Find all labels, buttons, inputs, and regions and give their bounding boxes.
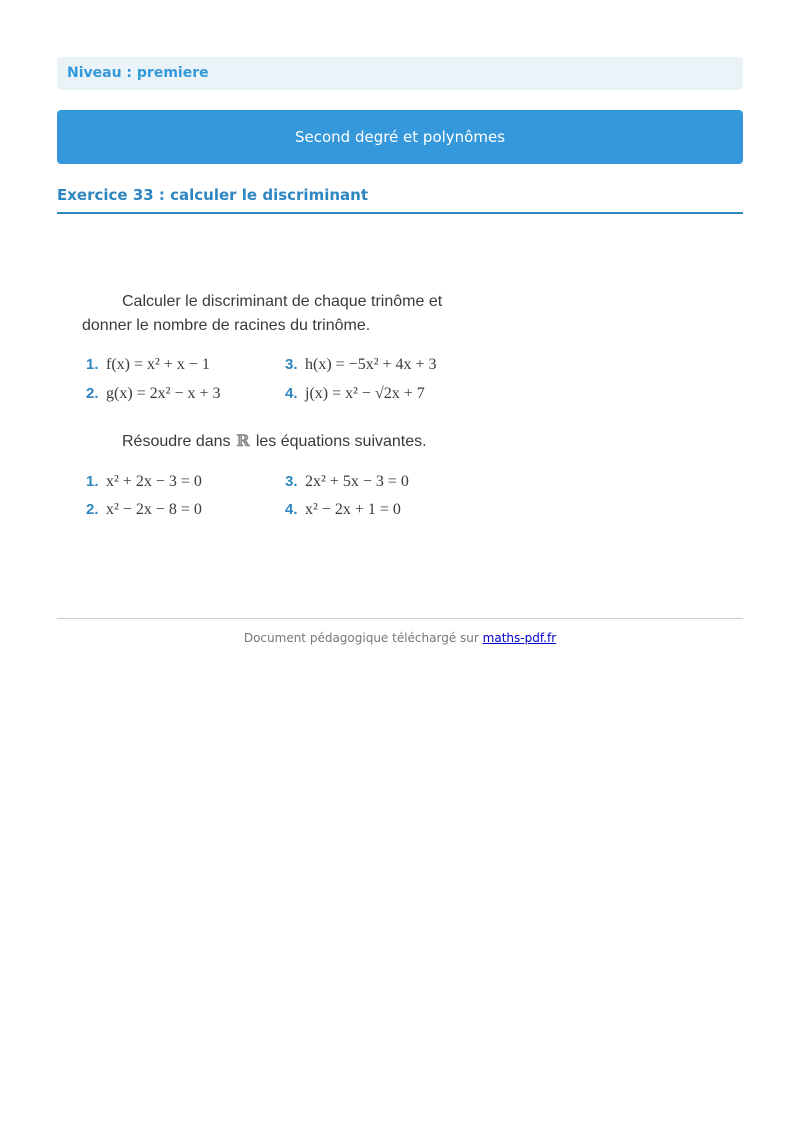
part1-item-1 [86, 356, 210, 374]
item-expression: h(x) = −5x² + 4x + 3 [305, 356, 437, 373]
footer [57, 631, 743, 645]
item-number: 2. [86, 501, 99, 518]
part2-item-1 [86, 473, 202, 491]
part1-item-3 [285, 356, 437, 374]
item-number: 3. [285, 356, 298, 373]
instruction-discriminant: Calculer le discriminant de chaque trinôme et donner le nombre de racines du trinôme. [82, 293, 443, 334]
item-expression: j(x) = x² − √2x + 7 [305, 385, 425, 402]
part2-item-2 [86, 501, 202, 519]
item-number: 1. [86, 356, 99, 373]
item-number: 4. [285, 501, 298, 518]
item-number: 4. [285, 385, 298, 402]
item-expression: g(x) = 2x² − x + 3 [106, 385, 221, 402]
item-expression: x² + 2x − 3 = 0 [106, 473, 202, 490]
instruction-solve: Résoudre dans ℝ les équations suivantes. [122, 431, 427, 450]
exercise-title: Exercice 33 : calculer le discriminant [57, 186, 743, 214]
item-expression: x² − 2x + 1 = 0 [305, 501, 401, 518]
chapter-banner: Second degré et polynômes [57, 110, 743, 164]
real-numbers-symbol: ℝ [236, 431, 250, 450]
footer-text: Document pédagogique téléchargé sur [243, 631, 479, 645]
item-expression: x² − 2x − 8 = 0 [106, 501, 202, 518]
part2-item-4 [285, 501, 401, 519]
item-number: 2. [86, 385, 99, 402]
part2-item-3 [285, 473, 409, 491]
part1-item-4 [285, 385, 425, 403]
item-expression: f(x) = x² + x − 1 [106, 356, 210, 373]
item-number: 1. [86, 473, 99, 490]
level-label: Niveau : premiere [57, 57, 743, 90]
part1-item-2 [86, 385, 221, 403]
exercise-statement [72, 282, 482, 527]
footer-link[interactable]: maths-pdf.fr [482, 631, 557, 645]
item-expression: 2x² + 5x − 3 = 0 [305, 473, 409, 490]
footer-divider [57, 618, 743, 619]
item-number: 3. [285, 473, 298, 490]
